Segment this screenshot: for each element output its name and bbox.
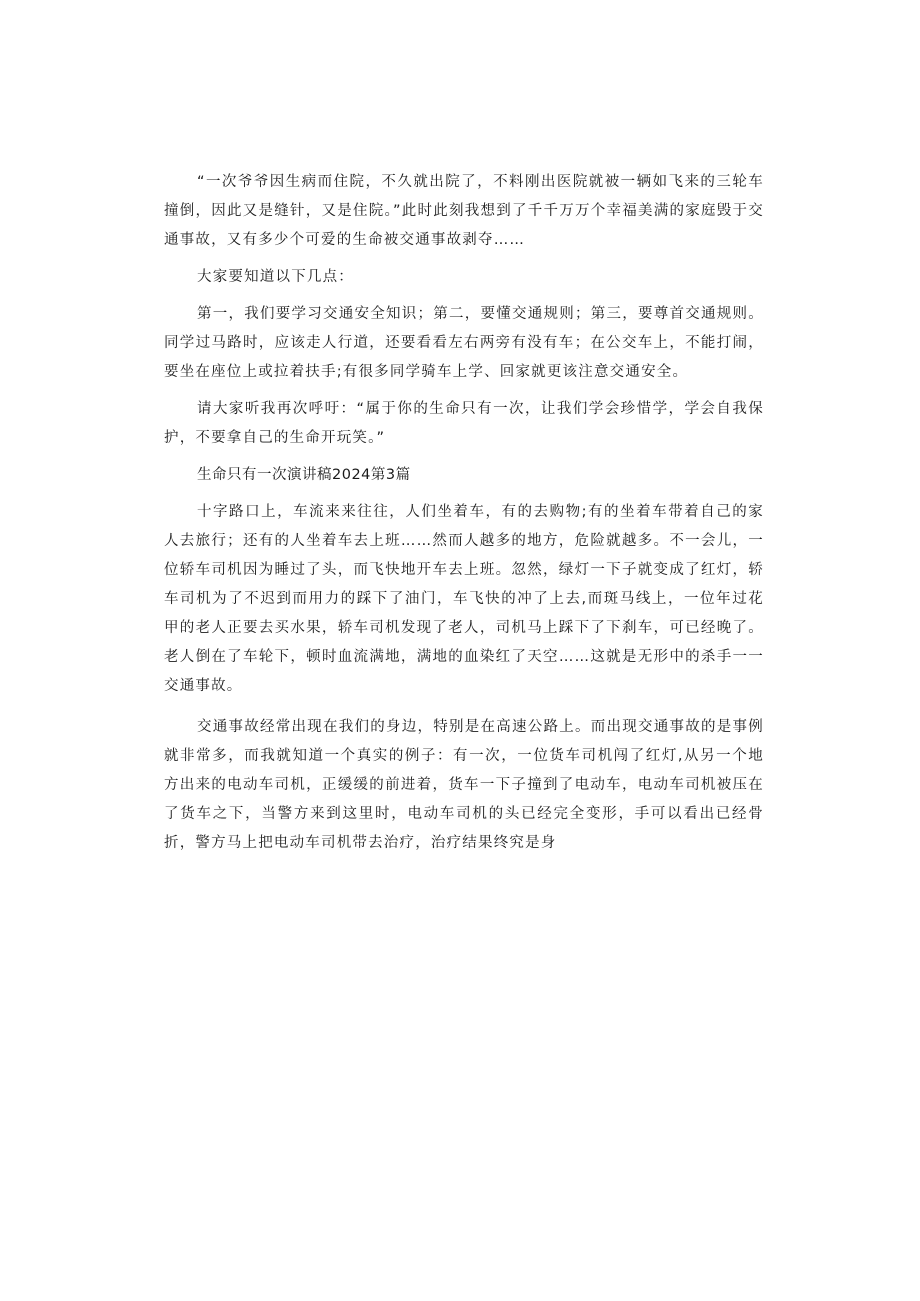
- paragraph-appeal: 请大家听我再次呼吁：“属于你的生命只有一次，让我们学会珍惜学，学会自我保护，不要拿自己的生命开玩笑。”: [164, 401, 764, 446]
- paragraph-truck-story: 交通事故经常出现在我们的身边，特别是在高速公路上。而出现交通事故的是事例就非常多，而我就知道一个真实的例子：有一次，一位货车司机闯了红灯,从另一个地方出来的电动车司机，正缓缓的前进着，货车一下子撞到了电动车，电动车司机被压在了货车之下，当警方来到这里时，电动车司机的头已经完全变形，手可以看出已经骨折，警方马上把电动车司机带去治疗，治疗结果终究是身: [164, 719, 764, 851]
- paragraph-key-points-intro: 大家要知道以下几点：: [197, 269, 354, 285]
- section-heading: 生命只有一次演讲稿2024第3篇: [197, 467, 411, 483]
- paragraph-grandpa-accident: “一次爷爷因生病而住院，不久就出院了，不料刚出医院就被一辆如飞来的三轮车撞倒，因此又是缝针，又是住院。”此时此刻我想到了千千万万个幸福美满的家庭毁于交通事故，又有多少个可爱的生命被交通事故剥夺……: [164, 174, 764, 248]
- paragraph-crossroad-story: 十字路口上，车流来来往往，人们坐着车，有的去购物;有的坐着车带着自己的家人去旅行；还有的人坐着车去上班……然而人越多的地方，危险就越多。不一会儿，一位轿车司机因为睡过了头，而飞快地开车去上班。忽然，绿灯一下子就变成了红灯，轿车司机为了不迟到而用力的踩下了油门，车飞快的冲了上去,而斑马线上，一位年过花甲的老人正要去买水果，轿车司机发现了老人，司机马上踩下了下刹车，可已经晚了。老人倒在了车轮下，顿时血流满地，满地的血染红了天空……这就是无形中的杀手一一交通事故。: [164, 504, 764, 694]
- paragraph-traffic-rules: 第一，我们要学习交通安全知识；第二，要懂交通规则；第三，要尊首交通规则。同学过马路时，应该走人行道，还要看看左右两旁有没有车；在公交车上，不能打闹，要坐在座位上或拉着扶手;有很多同学骑车上学、回家就更该注意交通安全。: [164, 306, 764, 380]
- document-page: [164, 168, 764, 858]
